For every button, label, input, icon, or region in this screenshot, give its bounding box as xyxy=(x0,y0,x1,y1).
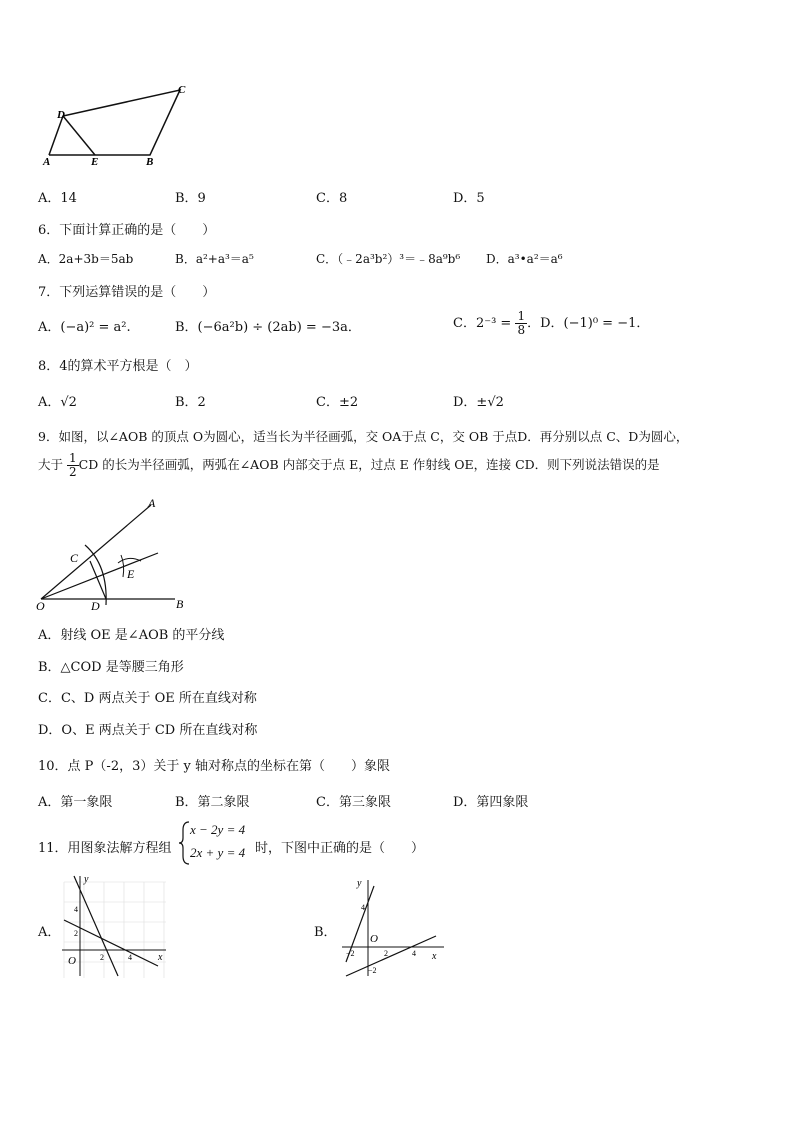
q7-fraction-num: 1 xyxy=(517,309,526,323)
q9-fraction xyxy=(67,452,79,479)
q11-stem-post: 时，下图中正确的是（ ） xyxy=(255,841,425,856)
q9-figure xyxy=(33,495,198,615)
q7-stem: 7．下列运算错误的是（ ） xyxy=(38,285,216,300)
q9-option-d: D．O、E 两点关于 CD 所在直线对称 xyxy=(38,723,258,738)
q6-option-c: C．（﹣2a³b²）³＝﹣8a⁹b⁶ xyxy=(316,252,461,266)
graph-b-tick-x2: 2 xyxy=(384,949,388,958)
q10-option-a: A．第一象限 xyxy=(38,795,113,810)
q6-option-d: D．a³•a²＝a⁶ xyxy=(486,252,563,266)
q9-fraction-num: 1 xyxy=(69,451,77,465)
graph-a-origin-label: O xyxy=(68,955,76,967)
q10-option-c: C．第三象限 xyxy=(316,795,391,810)
q11-equation-1: x − 2y = 4 xyxy=(190,822,246,837)
q5-figure xyxy=(38,80,198,170)
graph-b-y-label: y xyxy=(357,878,362,889)
graph-b-tick-ym2: −2 xyxy=(368,966,377,975)
q10-option-b: B．第二象限 xyxy=(175,795,250,810)
q6-stem: 6．下面计算正确的是（ ） xyxy=(38,223,216,238)
q9-option-b: B．△COD 是等腰三角形 xyxy=(38,660,184,675)
label-a: A xyxy=(148,496,156,510)
q7-fraction-den: 8 xyxy=(517,323,526,337)
q11-equation-2: 2x + y = 4 xyxy=(190,845,246,860)
graph-b-x-label: x xyxy=(432,951,437,962)
label-c: C xyxy=(178,84,186,96)
q9-stem-line2 xyxy=(38,452,660,479)
q11-option-b-label: B． xyxy=(314,925,337,940)
q9-option-a: A．射线 OE 是∠AOB 的平分线 xyxy=(38,628,225,643)
ray-oe xyxy=(41,553,158,599)
q9-stem-line1: 9．如图，以∠AOB 的顶点 O为圆心，适当长为半径画弧，交 OA于点 C，交 OB 于点D．再分别以点 C、D为圆心， xyxy=(38,429,689,444)
q8-option-a: A．√2 xyxy=(38,395,77,410)
q7-fraction xyxy=(515,310,527,337)
label-o: O xyxy=(36,599,45,613)
graph-a-x-label: x xyxy=(158,952,163,963)
graph-b-tick-y4: 4 xyxy=(361,903,365,912)
label-a: A xyxy=(43,156,51,168)
q5-option-c: C．8 xyxy=(316,191,348,206)
q7-option-cd xyxy=(453,310,649,337)
q11-graph-b xyxy=(340,872,450,980)
graph-a-grid xyxy=(64,882,166,978)
graph-b-tick-x4: 4 xyxy=(412,949,416,958)
label-c: C xyxy=(70,551,79,565)
q11-stem-pre: 11．用图象法解方程组 xyxy=(38,841,172,856)
graph-a-y-label: y xyxy=(84,874,89,885)
q8-option-d: D．±√2 xyxy=(453,395,504,410)
graph-a-tick-y2: 2 xyxy=(74,929,78,938)
q9-option-c: C．C、D 两点关于 OE 所在直线对称 xyxy=(38,691,257,706)
q8-option-c: C．±2 xyxy=(316,395,359,410)
q5-option-d: D．5 xyxy=(453,191,485,206)
graph-a-tick-x2: 2 xyxy=(100,953,104,962)
q7-option-d: ．D．(−1)⁰ = −1． xyxy=(527,316,650,331)
q5-option-a: A．14 xyxy=(38,191,77,206)
q11-option-a-label: A． xyxy=(38,925,61,940)
q7-option-a: A．(−a)² = a². xyxy=(38,320,131,335)
label-e: E xyxy=(91,156,99,168)
q5-option-b: B．9 xyxy=(175,191,206,206)
graph-a-tick-y4: 4 xyxy=(74,905,78,914)
graph-b-line-2 xyxy=(346,936,436,976)
graph-a-line-1 xyxy=(74,876,118,976)
label-b: B xyxy=(146,156,154,168)
q10-stem: 10．点 P（-2，3）关于 y 轴对称点的坐标在第（ ）象限 xyxy=(38,759,390,774)
q6-option-a: A．2a+3b＝5ab xyxy=(38,252,134,266)
q8-option-b: B．2 xyxy=(175,395,206,410)
label-b: B xyxy=(176,597,184,611)
graph-b-tick-xm2: −2 xyxy=(346,949,355,958)
label-d: D xyxy=(57,109,65,121)
q10-option-d: D．第四象限 xyxy=(453,795,529,810)
q9-fraction-den: 2 xyxy=(69,465,77,479)
segment-de xyxy=(63,116,95,155)
graph-a-tick-x4: 4 xyxy=(128,953,132,962)
label-e: E xyxy=(127,567,135,581)
q9-stem-post: CD 的长为半径画弧，两弧在∠AOB 内部交于点 E，过点 E 作射线 OE，连接 CD．则下列说法错误的是 xyxy=(78,457,660,472)
graph-b-origin-label: O xyxy=(370,933,378,945)
arc-e2 xyxy=(121,555,124,577)
segment-cd xyxy=(90,561,106,599)
label-d: D xyxy=(91,599,100,613)
q9-stem-pre: 大于 xyxy=(38,457,64,472)
ray-oa xyxy=(41,505,151,599)
q6-option-b: B．a²+a³＝a⁵ xyxy=(175,252,254,266)
q11-graph-a xyxy=(60,872,170,980)
q8-stem: 8．4的算术平方根是（ ） xyxy=(38,359,198,374)
q7-option-b: B．(−6a²b) ÷ (2ab) = −3a． xyxy=(175,320,361,335)
q7-option-c-pre: C．2⁻³ = xyxy=(453,316,512,331)
